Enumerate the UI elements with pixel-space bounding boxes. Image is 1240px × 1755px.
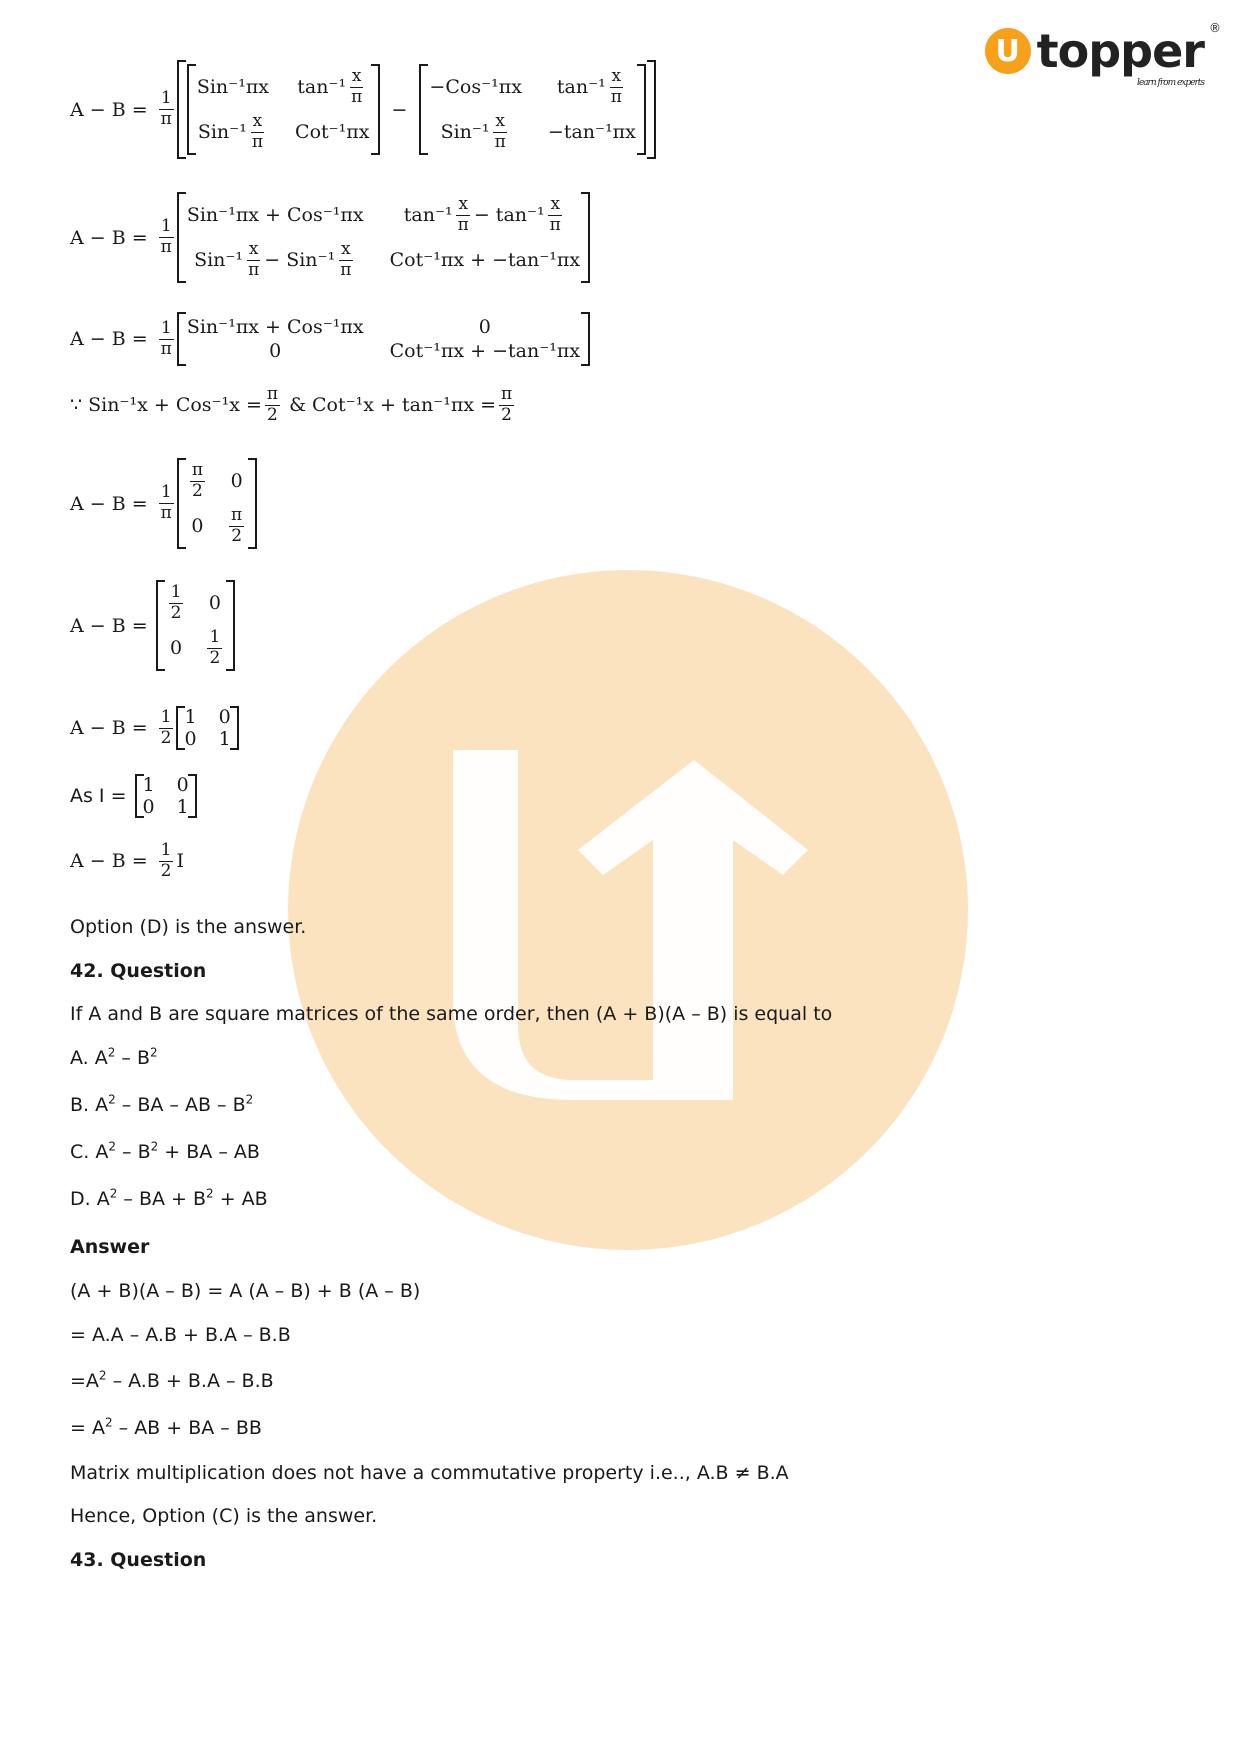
matrix: Sin⁻¹πx tan⁻¹ $\frac{x}{\pi}$ Sin⁻¹ $\frac{x}{\pi}$ Cot⁻¹πx <box>187 64 380 155</box>
equation-4: A − B = $\frac{1}{\pi}$ $\frac{\pi}{2}$ 0 0 $\frac{\pi}{2}$ <box>70 458 257 549</box>
matrix: Sin⁻¹πx + Cos⁻¹πx 0 0 Cot⁻¹πx + −tan⁻¹πx <box>177 312 590 366</box>
question-42-heading: 42. Question <box>70 960 207 982</box>
equation-1: A − B = $\frac{1}{\pi}$ Sin⁻¹πx tan⁻¹ $\frac{x}{\pi}$ Sin⁻¹ $\frac{x}{\pi}$ Cot⁻¹πx − −Cos⁻¹πx tan⁻¹ $\frac{x}{\pi}$ Sin⁻¹ $\frac{x}{\pi}$ −tan⁻¹πx <box>70 60 656 159</box>
question-43-heading: 43. Question <box>70 1549 207 1571</box>
matrix: 1 0 0 1 <box>176 706 238 750</box>
utopper-logo <box>985 21 1220 88</box>
equation-5: A − B = $\frac{1}{2}$ 0 0 $\frac{1}{2}$ <box>70 580 235 671</box>
option-b: B. $A^2$ – BA – AB – $B^2$ <box>70 1092 254 1116</box>
solution-step: = $A^2$ – AB + BA – BB <box>70 1415 262 1439</box>
identity-line: ∵ Sin⁻¹x + Cos⁻¹x = $\frac{\pi}{2}$ & Cot⁻¹x + tan⁻¹πx = $\frac{\pi}{2}$ <box>70 384 513 425</box>
conclusion: Hence, Option (C) is the answer. <box>70 1505 378 1527</box>
answer-line: Option (D) is the answer. <box>70 916 307 938</box>
logo-mark-icon: U <box>985 28 1031 74</box>
option-c: C. $A^2 - B^2$ + BA – AB <box>70 1139 260 1163</box>
matrix: $\frac{1}{2}$ 0 0 $\frac{1}{2}$ <box>156 580 236 671</box>
utopper-watermark-icon <box>288 570 968 1250</box>
matrix: −Cos⁻¹πx tan⁻¹ $\frac{x}{\pi}$ Sin⁻¹ $\frac{x}{\pi}$ −tan⁻¹πx <box>419 64 645 155</box>
outer-bracket: Sin⁻¹πx tan⁻¹ $\frac{x}{\pi}$ Sin⁻¹ $\frac{x}{\pi}$ Cot⁻¹πx − −Cos⁻¹πx tan⁻¹ $\frac{x}{\pi}$ Sin⁻¹ $\frac{x}{\pi}$ −tan⁻¹πx <box>177 60 656 159</box>
matrix: $\frac{\pi}{2}$ 0 0 $\frac{\pi}{2}$ <box>177 458 257 549</box>
equation-6: A − B = $\frac{1}{2}$ 1 0 0 1 <box>70 706 239 750</box>
question-42-text: If A and B are square matrices of the same order, then (A + B)(A – B) is equal to <box>70 1003 833 1025</box>
matrix: Sin⁻¹πx + Cos⁻¹πx tan⁻¹ $\frac{x}{\pi}$ − tan⁻¹ $\frac{x}{\pi}$ Sin⁻¹ $\frac{x}{\pi}$ − Sin⁻¹ $\frac{x}{\pi}$ Cot⁻¹πx + −tan⁻¹πx <box>177 192 590 283</box>
solution-step: (A + B)(A – B) = A (A – B) + B (A – B) <box>70 1280 421 1302</box>
equation-8: A − B = $\frac{1}{2}$ I <box>70 840 184 881</box>
commutative-note: Matrix multiplication does not have a commutative property i.e.., A.B ≠ B.A <box>70 1462 789 1484</box>
equation-7: As I = 1 0 0 1 <box>70 774 197 818</box>
equation-2: A − B = $\frac{1}{\pi}$ Sin⁻¹πx + Cos⁻¹πx tan⁻¹ $\frac{x}{\pi}$ − tan⁻¹ $\frac{x}{\pi}$ Sin⁻¹ $\frac{x}{\pi}$ − Sin⁻¹ $\frac{x}{\pi}$ Cot⁻¹πx + −tan⁻¹πx <box>70 192 590 283</box>
logo-word: topper ® learn from experts <box>1036 21 1220 88</box>
equation-3: A − B = $\frac{1}{\pi}$ Sin⁻¹πx + Cos⁻¹πx 0 0 Cot⁻¹πx + −tan⁻¹πx <box>70 312 590 366</box>
matrix: 1 0 0 1 <box>135 774 197 818</box>
option-d: D. $A^2$ – BA + $B^2$ + AB <box>70 1186 268 1210</box>
solution-step: = A.A – A.B + B.A – B.B <box>70 1324 291 1346</box>
option-a: A. $A^2 - B^2$ <box>70 1045 158 1069</box>
answer-heading: Answer <box>70 1236 150 1258</box>
solution-step: $=A^2 - A.B + B.A - B.B$ <box>70 1368 274 1392</box>
